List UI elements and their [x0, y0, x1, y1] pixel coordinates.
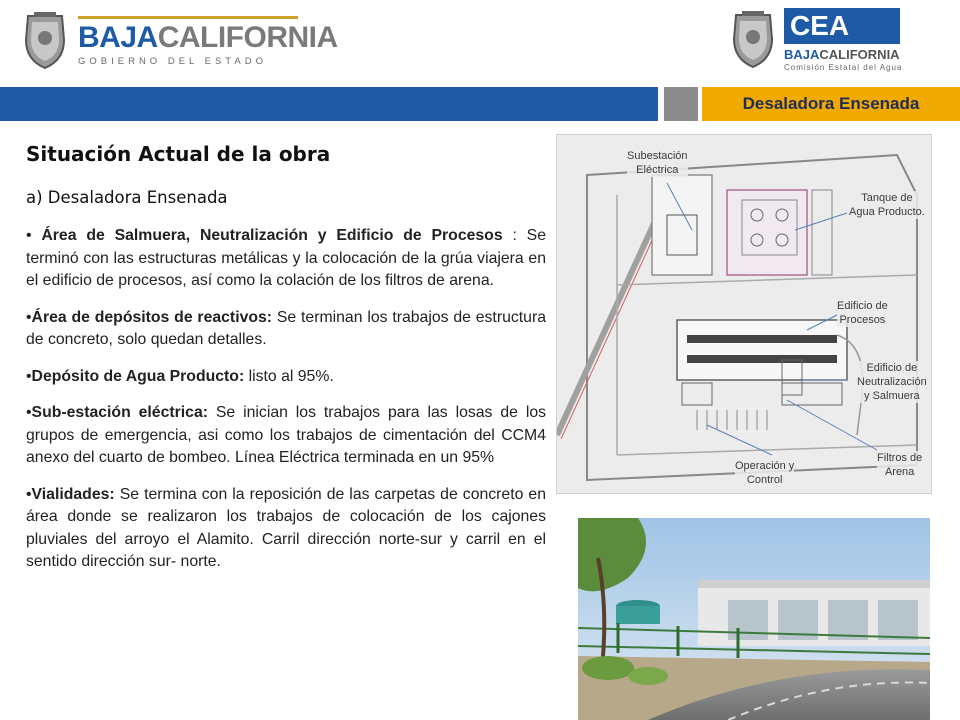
state-seal-icon — [728, 9, 778, 71]
baja-california-logo — [20, 10, 338, 72]
bullet-vialidades: •Vialidades: Se termina con la reposición de las carpetas de concreto en área donde se realizaron los trabajos de colocación de los cajones pluviales del arroyo el Alamito. Carril dirección norte-sur y carril en el sentido dirección sur- norte. — [26, 485, 546, 570]
cea-subtitle: Comisión Estatal del Agua — [784, 63, 903, 72]
section-subtitle: a) Desaladora Ensenada — [26, 188, 228, 207]
label-filtros: Filtros de Arena — [877, 452, 923, 478]
label-subestacion: Subestación Eléctrica — [627, 150, 688, 176]
gobierno-subtitle: GOBIERNO DEL ESTADO — [78, 55, 267, 67]
plant-render-drawing — [578, 518, 930, 720]
site-plan-image — [556, 134, 932, 494]
cea-logo — [728, 8, 902, 72]
page-title: Situación Actual de la obra — [26, 142, 331, 166]
header-band-gray-block — [664, 87, 698, 121]
bullet-subestacion: •Sub-estación eléctrica: Se inician los trabajos para las losas de los grupos de emergencia, asi como los trabajos de cimentación del CCM4 anexo del cuarto de bombeo. Línea Eléctrica terminada en un 95% — [26, 404, 547, 466]
cea-acronym: CEA — [784, 8, 900, 44]
label-procesos: Edificio de Procesos — [837, 300, 888, 326]
baja-california-wordmark: BAJACALIFORNIA — [78, 20, 338, 54]
state-seal-icon — [20, 10, 70, 72]
plant-render-image — [578, 518, 930, 720]
gold-rule — [78, 16, 298, 19]
bullet-reactivos: •Área de depósitos de reactivos: Se terminan los trabajos de estructura de concreto, solo quedan detalles. — [26, 308, 546, 348]
project-tag: Desaladora Ensenada — [702, 87, 960, 121]
main-content — [26, 138, 546, 574]
bullet-salmuera: • Área de Salmuera, Neutralización y Edificio de Procesos : Se terminó con las estructuras metálicas y la colocación de la grúa viajera en el edificio de procesos, así como la colación de los filtros de arena. — [26, 227, 546, 289]
label-tanque: Tanque de Agua Producto. — [849, 192, 925, 218]
label-operacion: Operación y Control — [735, 460, 795, 486]
cea-baja-california: BAJACALIFORNIA — [784, 47, 900, 62]
bullet-agua-producto: •Depósito de Agua Producto: listo al 95%. — [26, 367, 334, 385]
label-neutralizacion: Edificio de Neutralización y Salmuera — [857, 362, 927, 402]
header-band — [0, 87, 658, 121]
